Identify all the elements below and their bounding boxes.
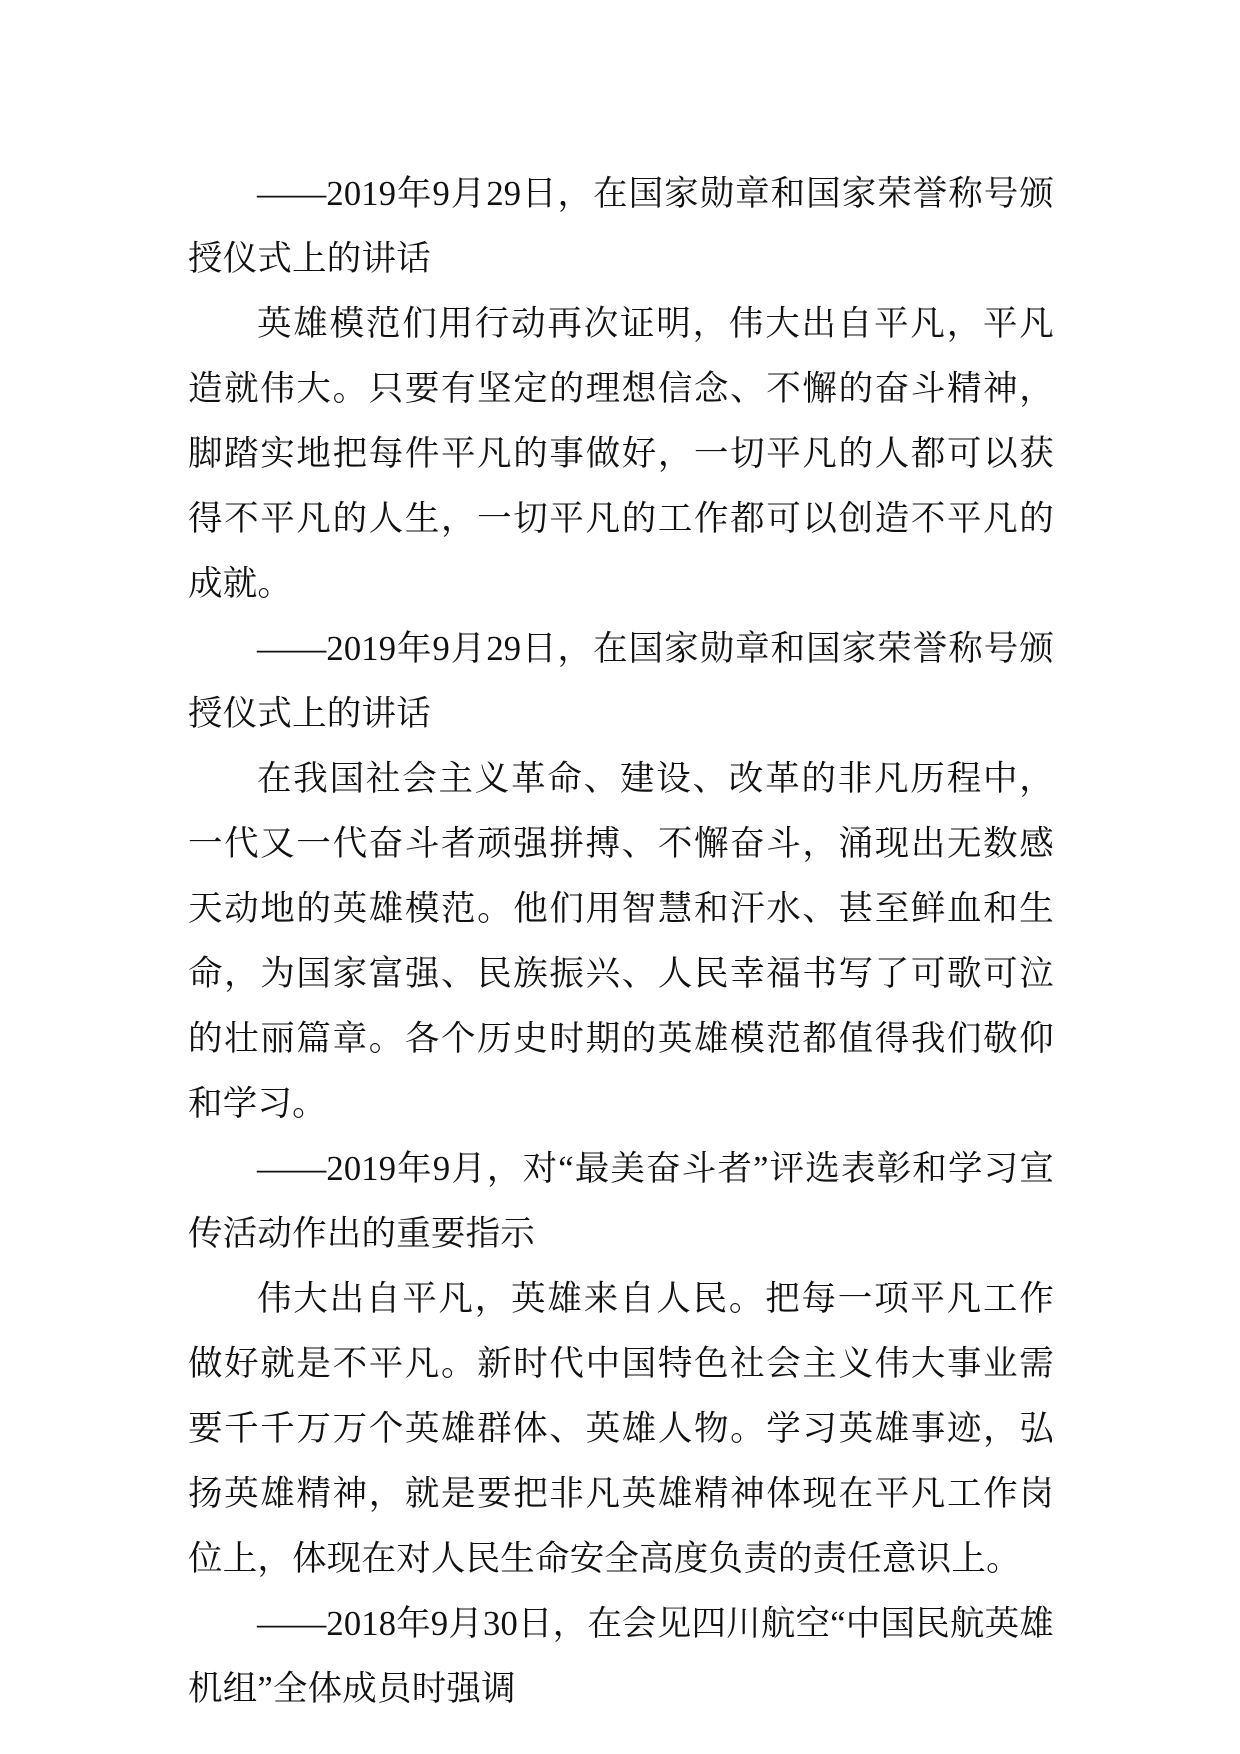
citation-paragraph: ——2019年9月29日，在国家勋章和国家荣誉称号颁授仪式上的讲话	[188, 175, 1054, 278]
quote-paragraph: 在我国社会主义革命、建设、改革的非凡历程中，一代又一代奋斗者顽强拼搏、不懈奋斗，涌现出无数感天动地的英雄模范。他们用智慧和汗水、甚至鲜血和生命，为国家富强、民族振兴、人民幸福书写了可歌可泣的壮丽篇章。各个历史时期的英雄模范都值得我们敬仰和学习。	[188, 759, 1054, 1124]
quote-paragraph: 英雄模范们用行动再次证明，伟大出自平凡，平凡造就伟大。只要有坚定的理想信念、不懈的奋斗精神，脚踏实地把每件平凡的事做好，一切平凡的人都可以获得不平凡的人生，一切平凡的工作都可以创造不平凡的成就。	[188, 304, 1054, 604]
quote-paragraph: 伟大出自平凡，英雄来自人民。把每一项平凡工作做好就是不平凡。新时代中国特色社会主义伟大事业需要千千万万个英雄群体、英雄人物。学习英雄事迹，弘扬英雄精神，就是要把非凡英雄精神体现在平凡工作岗位上，体现在对人民生命安全高度负责的责任意识上。	[188, 1279, 1054, 1579]
citation-paragraph: ——2018年9月30日，在会见四川航空“中国民航英雄机组”全体成员时强调	[188, 1605, 1054, 1708]
citation-paragraph: ——2019年9月，对“最美奋斗者”评选表彰和学习宣传活动作出的重要指示	[188, 1150, 1054, 1253]
citation-paragraph: ——2019年9月29日，在国家勋章和国家荣誉称号颁授仪式上的讲话	[188, 630, 1054, 733]
document-body	[188, 162, 1054, 1722]
